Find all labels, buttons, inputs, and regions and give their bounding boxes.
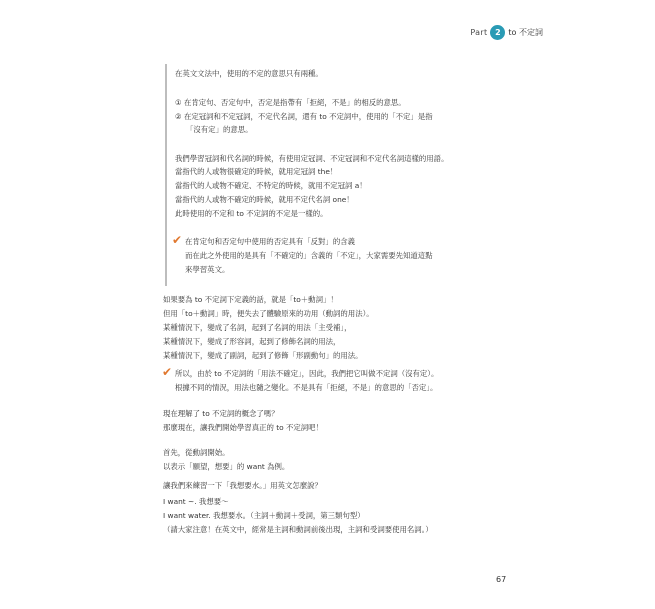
example-line-1: I want ~. 我想要～	[163, 497, 229, 506]
page-number: 67	[496, 575, 507, 584]
body-line-4: 某種情況下，變成了形容詞，起到了修飾名詞的用法，	[163, 337, 341, 346]
checkmark-icon: ✔	[162, 365, 173, 379]
box-para-4: 當指代的人或物不確定的時候，就用不定代名詞 one！	[175, 195, 354, 204]
part-number-badge: 2	[490, 25, 505, 40]
body-line-9: 以表示「願望，想要」的 want 為例。	[163, 462, 290, 471]
chapter-header	[470, 25, 543, 40]
box-para-3: 當指代的人或物不確定、不特定的時候，就用不定冠詞 a！	[175, 181, 367, 190]
box-point-1: ① 在肯定句、否定句中，否定是指帶有「拒絕，不是」的相反的意思。	[175, 98, 406, 107]
box-point-2b: 「沒有定」的意思。	[186, 125, 253, 134]
body-line-7: 那麼現在，讓我們開始學習真正的 to 不定詞吧！	[163, 423, 323, 432]
box-note-3: 來學習英文。	[185, 265, 230, 274]
body-line-3: 某種情況下，變成了名詞，起到了名詞的用法「主受補」，	[163, 323, 352, 332]
checkmark-icon: ✔	[172, 233, 183, 247]
box-para-1: 我們學習冠詞和代名詞的時候，有使用定冠詞、不定冠詞和不定代名詞這樣的用語。	[175, 154, 449, 163]
box-point-2a: ② 在定冠詞和不定冠詞，不定代名詞，還有 to 不定詞中，使用的「不定」是指	[175, 112, 433, 121]
box-note-2: 而在此之外使用的是具有「不確定的」含義的「不定」，大家需要先知道這點	[185, 251, 433, 260]
example-line-2: I want water. 我想要水。（主詞＋動詞＋受詞，第三類句型）	[163, 511, 365, 520]
body-line-8: 首先，從動詞開始。	[163, 448, 230, 457]
body-line-6: 現在理解了 to 不定詞的概念了嗎？	[163, 409, 279, 418]
example-note: （請大家注意！在英文中，經常是主詞和動詞前後出現，主詞和受詞要使用名詞。）	[163, 525, 433, 534]
box-para-5: 此時使用的不定和 to 不定詞的不定是一樣的。	[175, 209, 328, 218]
note-line-2: 根據不同的情況，用法也隨之變化。不是具有「拒絕，不是」的意思的「否定」。	[175, 383, 438, 392]
body-line-2: 但用「to＋動詞」時，便失去了體驗原來的功用（動詞的用法）。	[163, 309, 374, 318]
chapter-title: to 不定詞	[508, 28, 543, 37]
box-intro: 在英文文法中，使用的不定的意思只有兩種。	[175, 69, 323, 78]
body-line-10: 讓我們來練習一下「我想要水。」用英文怎麼說？	[163, 481, 322, 490]
part-label: Part	[470, 28, 488, 37]
body-line-1: 如果要為 to 不定詞下定義的話，就是「to＋動詞」！	[163, 295, 338, 304]
box-note-1: 在肯定句和否定句中使用的否定具有「反對」的含義	[185, 237, 355, 246]
body-line-5: 某種情況下，變成了副詞，起到了修飾「形副動句」的用法。	[163, 351, 363, 360]
note-line-1: 所以，由於 to 不定詞的「用法不確定」，因此，我們把它叫做不定詞（沒有定）。	[175, 369, 439, 378]
box-para-2: 當指代的人或物很確定的時候，就用定冠詞 the！	[175, 167, 338, 176]
